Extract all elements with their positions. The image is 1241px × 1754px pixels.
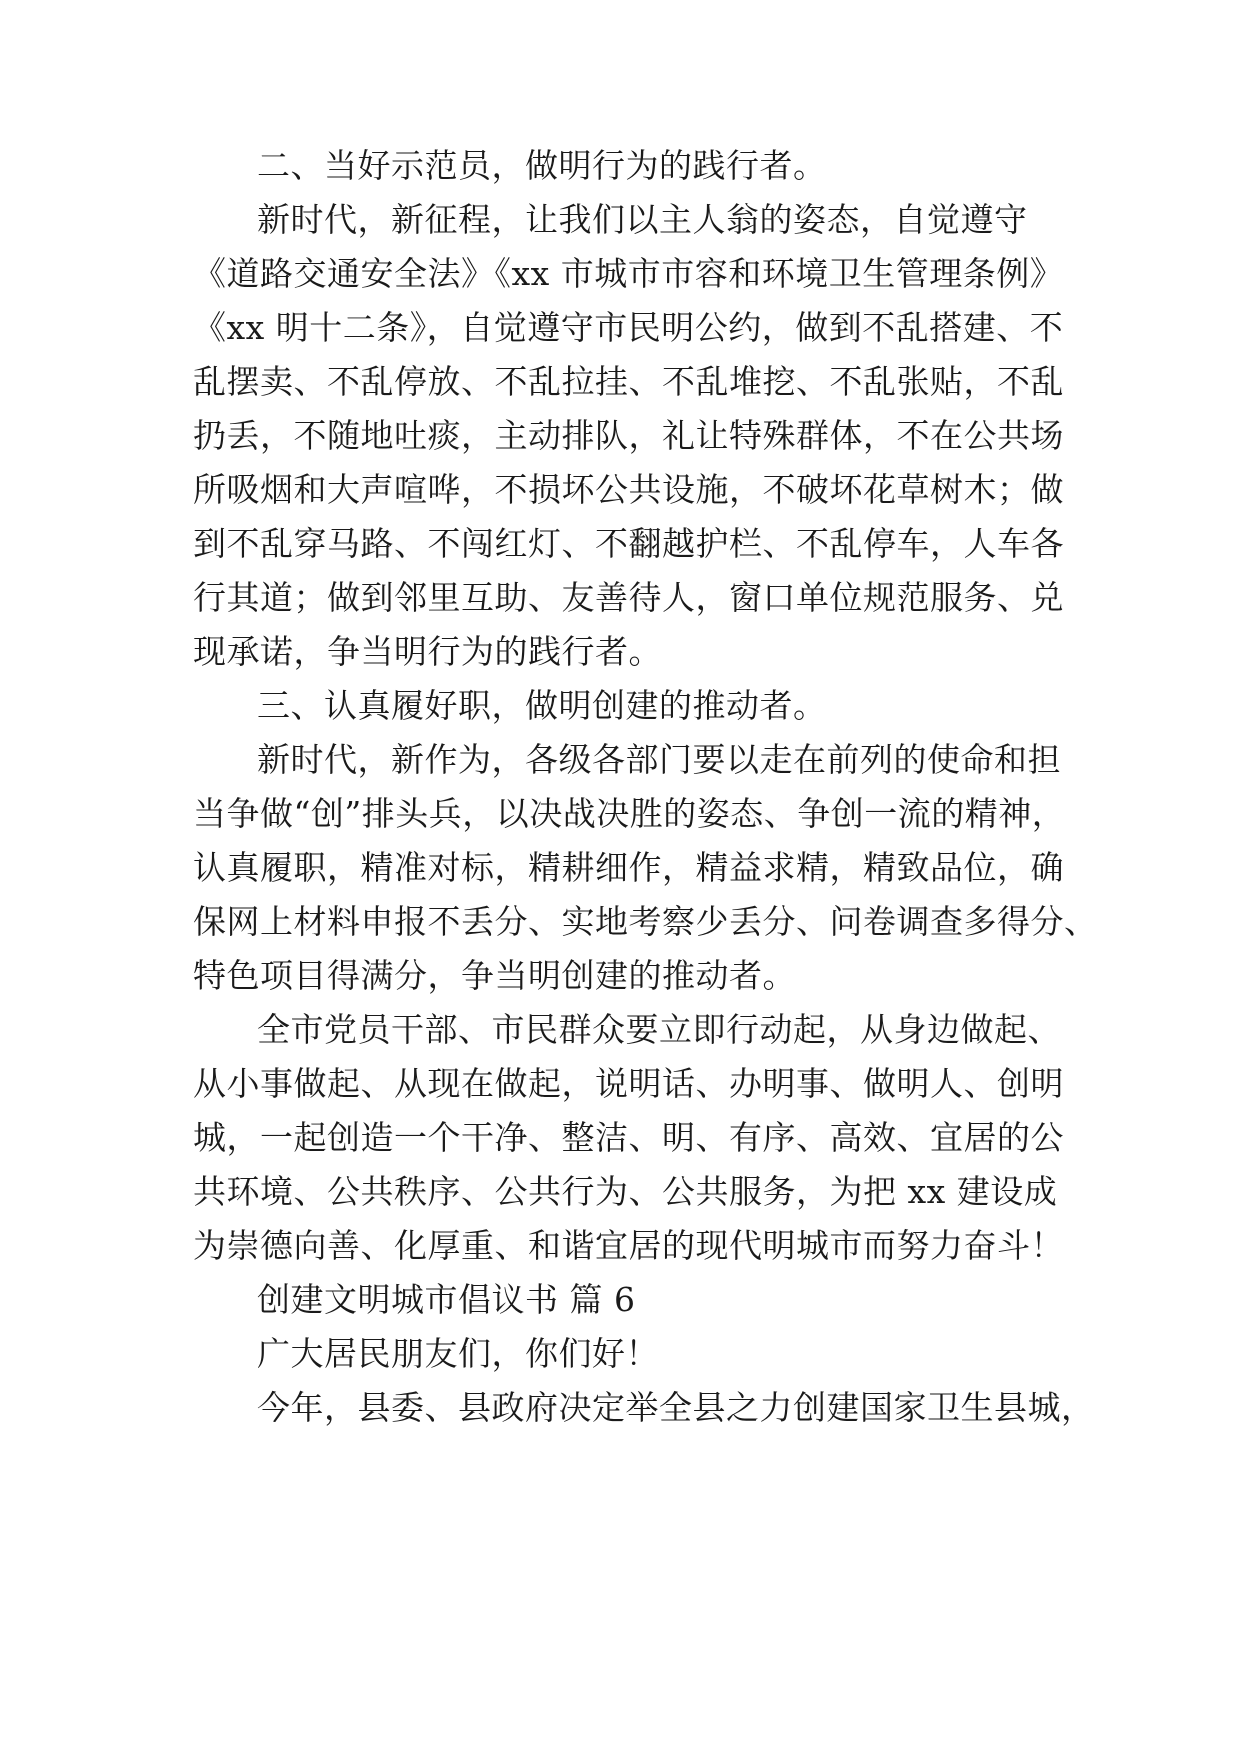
paragraph-line: 现承诺，争当明行为的践行者。 (193, 632, 662, 671)
section-heading: 三、认真履好职，做明创建的推动者。 (257, 686, 827, 725)
paragraph-line: 行其道；做到邻里互助、友善待人，窗口单位规范服务、兑 (193, 578, 1064, 617)
paragraph-line: 认真履职，精准对标，精耕细作，精益求精，精致品位，确 (193, 848, 1064, 887)
paragraph-line: 《xx 明十二条》，自觉遵守市民明公约，做到不乱搭建、不 (193, 308, 1064, 347)
paragraph-line: 乱摆卖、不乱停放、不乱拉挂、不乱堆挖、不乱张贴，不乱 (193, 362, 1064, 401)
paragraph-line: 今年，县委、县政府决定举全县之力创建国家卫生县城， (257, 1388, 1095, 1427)
article-title: 创建文明城市倡议书 篇 6 (257, 1280, 636, 1319)
paragraph-line: 为崇德向善、化厚重、和谐宜居的现代明城市而努力奋斗！ (193, 1226, 1064, 1265)
paragraph-line: 到不乱穿马路、不闯红灯、不翻越护栏、不乱停车，人车各 (193, 524, 1064, 563)
paragraph-line: 特色项目得满分，争当明创建的推动者。 (193, 956, 796, 995)
paragraph-line: 所吸烟和大声喧哗，不损坏公共设施，不破坏花草树木；做 (193, 470, 1064, 509)
paragraph-line: 城，一起创造一个干净、整洁、明、有序、高效、宜居的公 (193, 1118, 1064, 1157)
paragraph-line: 扔丢，不随地吐痰，主动排队，礼让特殊群体，不在公共场 (193, 416, 1064, 455)
paragraph-line: 《道路交通安全法》《xx 市城市市容和环境卫生管理条例》 (193, 254, 1064, 293)
paragraph-line: 新时代，新作为，各级各部门要以走在前列的使命和担 (257, 740, 1061, 779)
section-heading: 二、当好示范员，做明行为的践行者。 (257, 146, 827, 185)
paragraph-line: 新时代，新征程，让我们以主人翁的姿态，自觉遵守 (257, 200, 1028, 239)
paragraph-line: 保网上材料申报不丢分、实地考察少丢分、问卷调查多得分、 (193, 902, 1098, 941)
paragraph-line: 当争做“创”排头兵，以决战决胜的姿态、争创一流的精神， (193, 794, 1066, 833)
paragraph-line: 全市党员干部、市民群众要立即行动起，从身边做起、 (257, 1010, 1061, 1049)
paragraph-line: 从小事做起、从现在做起，说明话、办明事、做明人、创明 (193, 1064, 1064, 1103)
paragraph-line: 共环境、公共秩序、公共行为、公共服务，为把 xx 建设成 (193, 1172, 1058, 1211)
greeting-line: 广大居民朋友们，你们好！ (257, 1334, 659, 1373)
